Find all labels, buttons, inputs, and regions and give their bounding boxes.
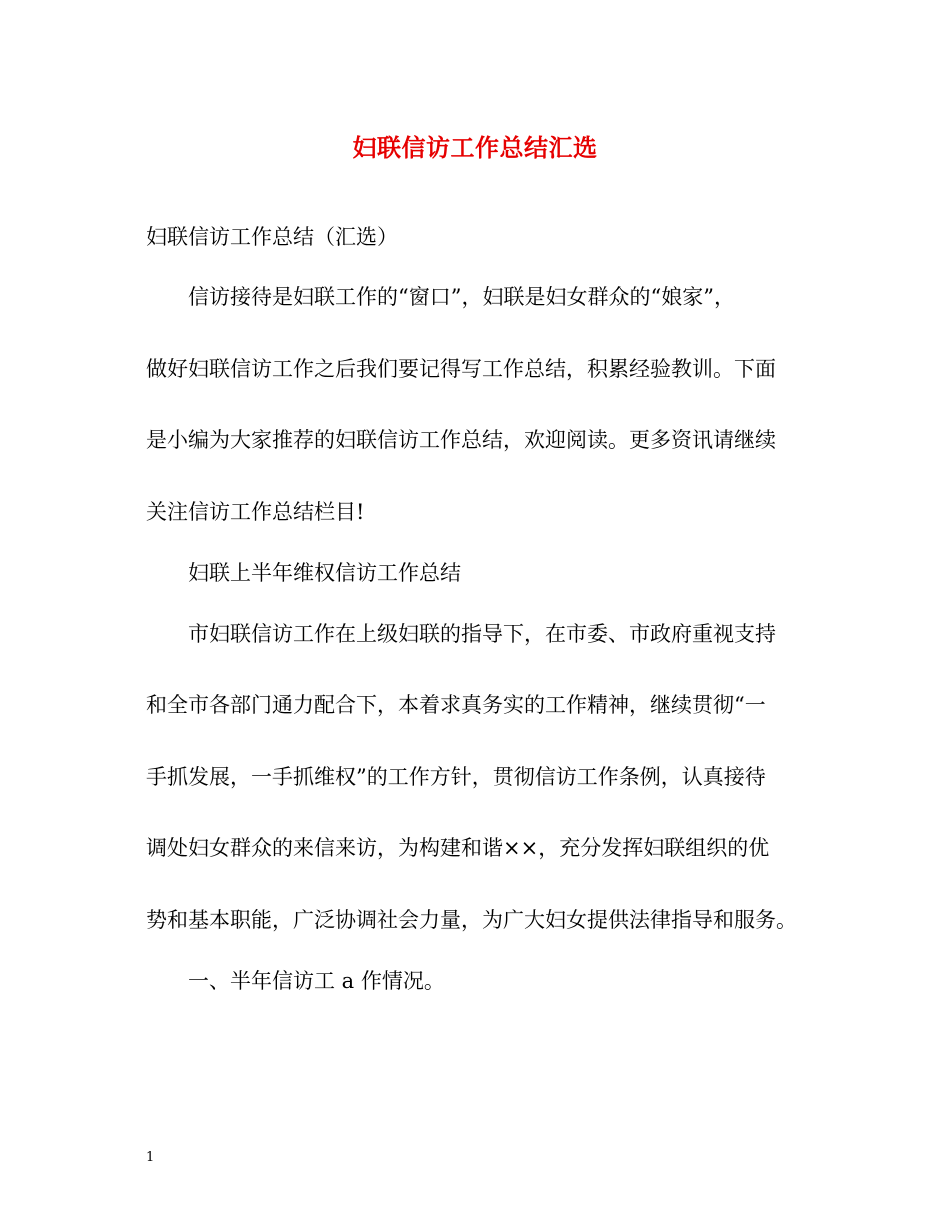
section-heading: 妇联上半年维权信访工作总结: [188, 561, 461, 585]
page-number: 1: [146, 1150, 155, 1165]
paragraph-line: 调处妇女群众的来信来访，为构建和谐××，充分发挥妇联组织的优: [146, 836, 770, 860]
paragraph-line: 信访接待是妇联工作的“窗口”，妇联是妇女群众的“娘家”，: [188, 285, 735, 309]
paragraph-line: 是小编为大家推荐的妇联信访工作总结，欢迎阅读。更多资讯请继续: [146, 428, 776, 452]
section-heading: 一、半年信访工 a 作情况。: [188, 969, 445, 993]
paragraph-line: 关注信访工作总结栏目!: [146, 500, 365, 524]
paragraph-line: 势和基本职能，广泛协调社会力量，为广大妇女提供法律指导和服务。: [146, 908, 797, 932]
paragraph-line: 和全市各部门通力配合下，本着求真务实的工作精神，继续贯彻“一: [146, 693, 766, 717]
paragraph-line: 做好妇联信访工作之后我们要记得写工作总结，积累经验教训。下面: [146, 357, 776, 381]
paragraph-line: 市妇联信访工作在上级妇联的指导下，在市委、市政府重视支持: [188, 622, 776, 646]
paragraph-line: 手抓发展，一手抓维权”的工作方针，贯彻信访工作条例，认真接待: [146, 765, 766, 789]
document-subtitle: 妇联信访工作总结（汇选）: [146, 225, 398, 249]
document-title: 妇联信访工作总结汇选: [352, 133, 598, 162]
